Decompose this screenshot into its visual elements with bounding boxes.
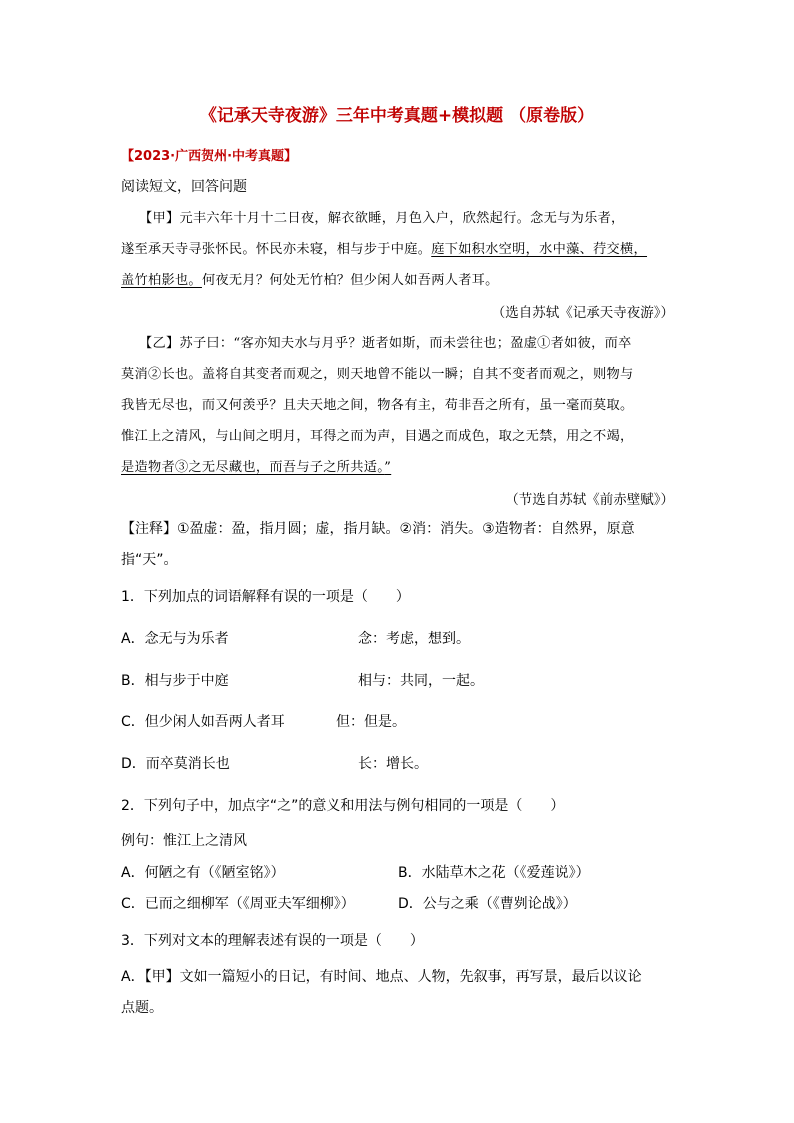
source-tag: 【2023·广西贺州·中考真题】: [121, 149, 298, 164]
question-1-option-c: C．但少闲人如吾两人者耳: [121, 714, 285, 730]
question-1-option-d-explanation: 长：增长。: [358, 756, 428, 772]
question-2-option-a: A．何陋之有（《陋室铭》）: [121, 865, 285, 881]
question-3-option-a-line-2: 点题。: [121, 1000, 163, 1016]
question-1-option-a: A．念无与为乐者: [121, 631, 229, 647]
question-2-option-b: B．水陆草木之花（《爱莲说》）: [398, 865, 590, 881]
underlined-sentence: 是造物者③之无尽藏也，而吾与子之所共适。: [121, 460, 385, 475]
passage-jia-line-3: 盖竹柏影也。何夜无月？何处无竹柏？但少闲人如吾两人者耳。: [121, 273, 499, 288]
question-1-option-b: B．相与步于中庭: [121, 673, 229, 689]
passage-yi-line-3: 我皆无尽也，而又何羡乎？且夫天地之间，物各有主，苟非吾之所有，虽一毫而莫取。: [121, 398, 634, 413]
passage-yi-source: （节选自苏轼《前赤壁赋》）: [505, 492, 674, 508]
passage-jia-line-2: 遂至承天寺寻张怀民。怀民亦未寝，相与步于中庭。庭下如积水空明，水中藻、荇交横，: [121, 242, 648, 257]
underlined-sentence: 庭下如积水空明，水中藻、荇交横，: [431, 242, 648, 257]
notes-line-2: 指“天”。: [121, 552, 178, 568]
question-3-stem: 3．下列对文本的理解表述有误的一项是（ ）: [121, 933, 424, 949]
passage-jia-source: （选自苏轼《记承天寺夜游》）: [491, 305, 674, 321]
passage-yi-line-4: 惟江上之清风，与山间之明月，耳得之而为声，目遇之而成色，取之无禁，用之不竭，: [121, 429, 634, 444]
question-1-option-c-explanation: 但：但是。: [336, 714, 406, 730]
question-1-option-a-explanation: 念：考虑，想到。: [358, 631, 470, 647]
question-3-option-a-line-1: A．【甲】文如一篇短小的日记，有时间、地点、人物，先叙事，再写景，最后以议论: [121, 969, 642, 985]
question-2-option-d: D．公与之乘（《曹刿论战》）: [398, 896, 577, 912]
passage-yi-line-1: 【乙】苏子曰：“客亦知夫水与月乎？逝者如斯，而未尝往也；盈虚①者如彼，而卒: [139, 336, 632, 351]
question-2-stem: 2．下列句子中，加点字“之”的意义和用法与例句相同的一项是（ ）: [121, 798, 565, 814]
passage-yi-line-2: 莫消②长也。盖将自其变者而观之，则天地曾不能以一瞬；自其不变者而观之，则物与: [121, 367, 634, 382]
page-title: 《记承天寺夜游》三年中考真题+模拟题 （原卷版）: [199, 106, 595, 126]
question-1-option-d: D．而卒莫消长也: [121, 756, 230, 772]
passage-jia-line-1: 【甲】元丰六年十月十二日夜，解衣欲睡，月色入户，欣然起行。念无与为乐者，: [139, 211, 625, 226]
question-1-stem: 1．下列加点的词语解释有误的一项是（ ）: [121, 589, 410, 605]
instruction: 阅读短文，回答问题: [121, 179, 247, 195]
underlined-sentence: 盖竹柏影也。: [121, 273, 202, 288]
passage-yi-line-5: 是造物者③之无尽藏也，而吾与子之所共适。”: [121, 460, 392, 475]
notes-line-1: 【注释】①盈虚：盈，指月圆；虚，指月缺。②消：消失。③造物者：自然界，原意: [121, 521, 635, 537]
question-2-example: 例句：惟江上之清风: [121, 833, 247, 849]
question-1-option-b-explanation: 相与：共同，一起。: [358, 673, 484, 689]
question-2-option-c: C．已而之细柳军（《周亚夫军细柳》）: [121, 896, 355, 912]
